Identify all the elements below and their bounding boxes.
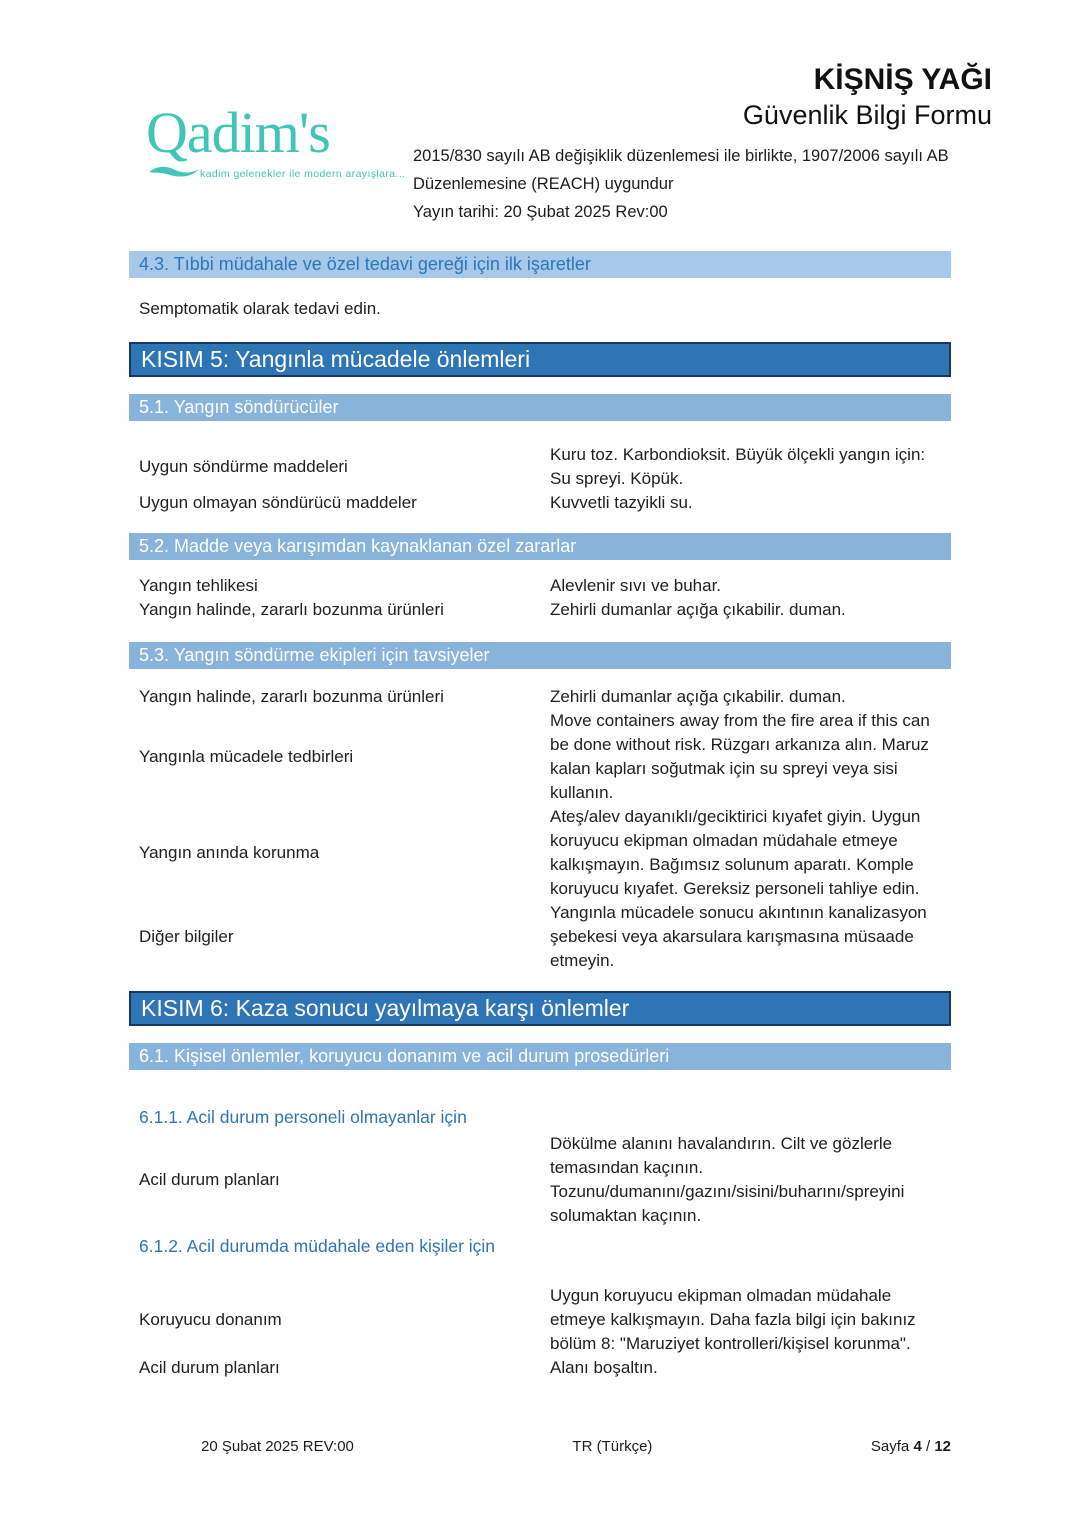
product-title: KİŞNİŞ YAĞI <box>813 63 992 96</box>
row-value: Zehirli dumanlar açığa çıkabilir. duman. <box>550 600 846 619</box>
footer-language: TR (Türkçe) <box>572 1438 653 1455</box>
table-row <box>139 1356 951 1380</box>
table-row <box>139 805 951 901</box>
section-heading-6-1-2: 6.1.2. Acil durumda müdahale eden kişiler için <box>139 1236 496 1256</box>
kisim-6-heading: KISIM 6: Kaza sonucu yayılmaya karşı önlemler <box>129 991 951 1026</box>
section-heading-5-1: 5.1. Yangın söndürücüler <box>129 394 951 421</box>
row-label: Uygun söndürme maddeleri <box>139 457 348 476</box>
section-heading-5-2: 5.2. Madde veya karışımdan kaynaklanan özel zararlar <box>129 533 951 560</box>
row-label: Yangın halinde, zararlı bozunma ürünleri <box>139 600 444 619</box>
compliance-statement <box>413 142 969 226</box>
company-logo <box>146 100 406 180</box>
section-4-3-body: Semptomatik olarak tedavi edin. <box>139 299 381 318</box>
issue-date-line: Yayın tarihi: 20 Şubat 2025 Rev:00 <box>413 203 668 221</box>
compliance-text: 2015/830 sayılı AB değişiklik düzenlemesi ile birlikte, 1907/2006 sayılı AB Düzenlemesine (REACH) uygundur <box>413 147 949 193</box>
row-label: Koruyucu donanım <box>139 1310 282 1329</box>
document-subtitle: Güvenlik Bilgi Formu <box>742 100 992 130</box>
row-value: Ateş/alev dayanıklı/geciktirici kıyafet giyin. Uygun koruyucu ekipman olmadan müdahale etmeye kalkışmayın. Bağımsız solunum aparatı. Komple koruyucu kıyafet. Gereksiz personeli tahliye edin. <box>550 807 921 898</box>
footer-page-prefix: Sayfa <box>870 1438 914 1455</box>
kisim-5-heading: KISIM 5: Yangınla mücadele önlemleri <box>129 342 951 377</box>
footer-page-separator: / <box>921 1438 935 1455</box>
company-logo-tagline: kadim gelenekler ile modern arayışlara... <box>200 168 406 180</box>
section-6-1-2-rows <box>139 1284 951 1380</box>
row-label: Diğer bilgiler <box>139 927 234 946</box>
section-heading-6-1-1: 6.1.1. Acil durum personeli olmayanlar için <box>139 1107 467 1127</box>
row-value: Yangınla mücadele sonucu akıntının kanalizasyon şebekesi veya akarsulara karışmasına müsaade etmeyin. <box>550 903 927 970</box>
row-label: Yangın tehlikesi <box>139 576 258 595</box>
table-row <box>139 598 951 622</box>
row-value: Kuru toz. Karbondioksit. Büyük ölçekli yangın için: Su spreyi. Köpük. <box>550 445 926 488</box>
section-heading-6-1: 6.1. Kişisel önlemler, koruyucu donanım ve acil durum prosedürleri <box>129 1043 951 1070</box>
row-value: Alevlenir sıvı ve buhar. <box>550 576 722 595</box>
page-footer <box>129 1438 951 1455</box>
row-label: Yangın anında korunma <box>139 843 320 862</box>
row-value: Kuvvetli tazyikli su. <box>550 493 693 512</box>
row-value: Alanı boşaltın. <box>550 1358 658 1377</box>
section-5-1-rows <box>139 443 951 515</box>
row-label: Acil durum planları <box>139 1358 280 1377</box>
footer-revision-date: 20 Şubat 2025 REV:00 <box>201 1438 354 1455</box>
document-body <box>129 251 951 1380</box>
row-label: Acil durum planları <box>139 1170 280 1189</box>
row-value: Uygun koruyucu ekipman olmadan müdahale etmeye kalkışmayın. Daha fazla bilgi için bakınız bölüm 8: "Maruziyet kontrolleri/kişisel korunma". <box>550 1286 916 1353</box>
row-value: Dökülme alanını havalandırın. Cilt ve gözlerle temasından kaçının. Tozunu/dumanını/gazını/sisini/buharını/spreyini solumaktan kaçının. <box>550 1134 905 1225</box>
table-row <box>139 491 951 515</box>
footer-page-number: 4 <box>913 1438 922 1455</box>
table-row <box>139 709 951 805</box>
company-logo-name: Qadim's <box>146 100 330 165</box>
section-heading-5-3: 5.3. Yangın söndürme ekipleri için tavsiyeler <box>129 642 951 669</box>
row-label: Yangınla mücadele tedbirleri <box>139 747 354 766</box>
row-value: Zehirli dumanlar açığa çıkabilir. duman. <box>550 687 846 706</box>
row-label: Yangın halinde, zararlı bozunma ürünleri <box>139 687 444 706</box>
row-label: Uygun olmayan söndürücü maddeler <box>139 493 417 512</box>
table-row <box>139 443 951 491</box>
table-row <box>139 1132 951 1228</box>
section-5-2-rows <box>139 574 951 622</box>
table-row <box>139 685 951 709</box>
table-row <box>139 901 951 973</box>
document-title-block <box>743 62 992 132</box>
row-value: Move containers away from the fire area if this can be done without risk. Rüzgarı arkanıza alın. Maruz kalan kapları soğutmak için su spreyi veya sisi kullanın. <box>550 711 930 802</box>
section-heading-4-3: 4.3. Tıbbi müdahale ve özel tedavi gereği için ilk işaretler <box>129 251 951 278</box>
logo-wave-icon <box>148 164 200 178</box>
footer-page-indicator <box>871 1438 951 1455</box>
table-row <box>139 1284 951 1356</box>
section-6-1-1-rows <box>139 1132 951 1228</box>
section-5-3-rows <box>139 685 951 973</box>
footer-page-total: 12 <box>934 1438 951 1455</box>
table-row <box>139 574 951 598</box>
